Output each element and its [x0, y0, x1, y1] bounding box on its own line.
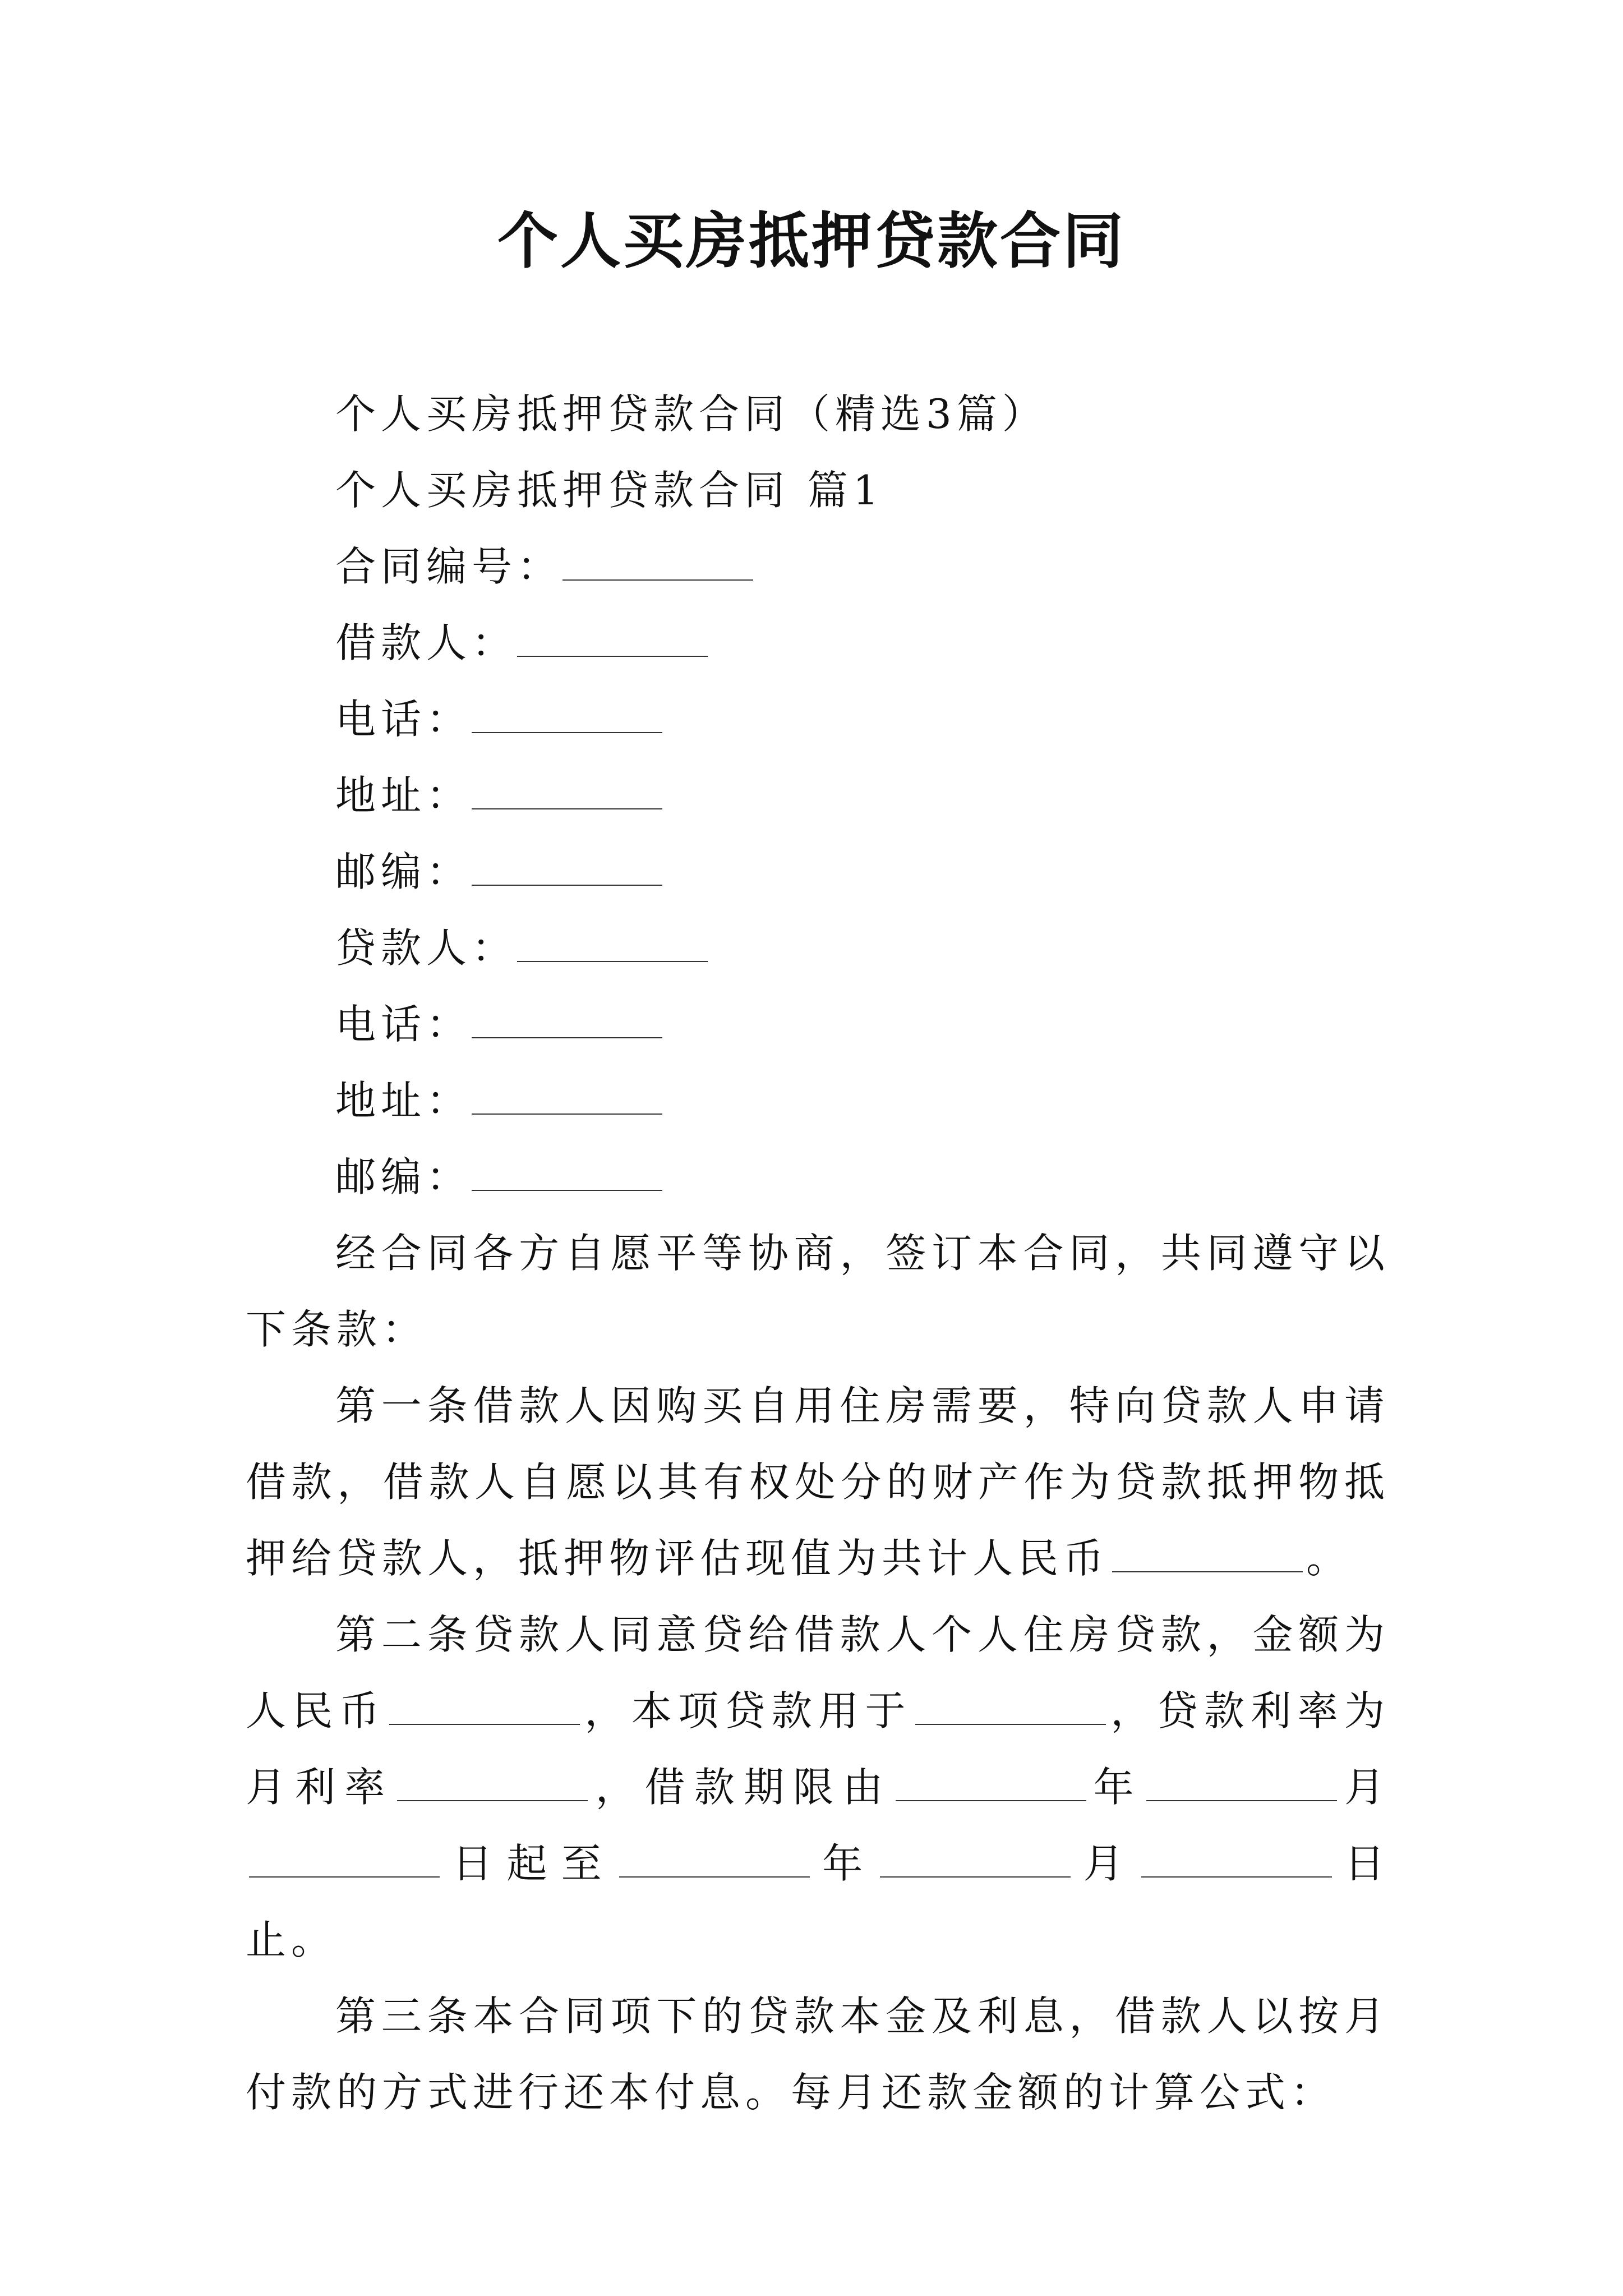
article-2 — [246, 1596, 1390, 1978]
field-borrower — [246, 605, 1390, 681]
article-2-part: ，贷款利率为月利率 — [246, 1687, 1390, 1811]
field-lender-postcode — [246, 1139, 1390, 1215]
document-subtitle: 个人买房抵押贷款合同（精选3篇） — [335, 390, 1048, 438]
blank-line — [1146, 1766, 1337, 1801]
field-blank — [472, 771, 662, 809]
section-heading: 个人买房抵押贷款合同 篇1 — [335, 467, 884, 514]
field-label: 地址： — [335, 772, 472, 819]
blank-line — [389, 1690, 580, 1725]
article-2-part: ，借款期限由 — [591, 1764, 892, 1811]
blank-line — [397, 1766, 588, 1801]
article-2-part: ，本项贷款用于 — [583, 1687, 912, 1734]
field-borrower-address — [246, 757, 1390, 834]
field-label: 地址： — [335, 1077, 472, 1124]
document-body — [246, 376, 1390, 2131]
blank-line — [880, 1843, 1071, 1878]
article-2-part: 日起至 — [443, 1840, 616, 1887]
field-lender-address — [246, 1062, 1390, 1139]
field-label: 贷款人： — [335, 924, 518, 972]
field-borrower-phone — [246, 681, 1390, 757]
article-2-part: 月 — [1340, 1764, 1390, 1811]
field-blank — [472, 848, 662, 886]
article-1-end: 。 — [1306, 1535, 1352, 1582]
field-blank — [472, 695, 662, 733]
article-2-part: 日止。 — [246, 1840, 1390, 1963]
field-label: 邮编： — [335, 848, 472, 895]
field-blank — [517, 924, 708, 962]
field-label: 邮编： — [335, 1153, 472, 1200]
blank-line — [1141, 1843, 1332, 1878]
blank-line — [1112, 1538, 1303, 1572]
blank-line — [896, 1766, 1086, 1801]
field-label: 电话： — [335, 696, 472, 743]
blank-line — [619, 1843, 810, 1878]
blank-line — [249, 1843, 440, 1878]
article-2-part: 月 — [1074, 1840, 1138, 1887]
article-3: 第三条本合同项下的贷款本金及利息，借款人以按月付款的方式进行还本付息。每月还款金额的计算公式： — [246, 1993, 1390, 2116]
field-contract-number — [246, 528, 1390, 605]
field-blank — [562, 542, 753, 581]
field-blank — [472, 1153, 662, 1191]
document-title: 个人买房抵押贷款合同 — [497, 206, 1126, 277]
field-blank — [472, 1000, 662, 1038]
field-label: 合同编号： — [335, 543, 563, 590]
field-lender-phone — [246, 986, 1390, 1062]
article-2-part: 第二条贷款人同意贷给借款人个人住房贷款，金额为人民币 — [246, 1611, 1390, 1734]
field-label: 借款人： — [335, 619, 518, 666]
article-1 — [246, 1368, 1390, 1596]
article-2-part: 年 — [1089, 1764, 1143, 1811]
field-label: 电话： — [335, 1001, 472, 1048]
intro-paragraph: 经合同各方自愿平等协商，签订本合同，共同遵守以下条款： — [246, 1230, 1390, 1353]
field-borrower-postcode — [246, 834, 1390, 910]
blank-line — [915, 1690, 1106, 1725]
article-1-text: 第一条借款人因购买自用住房需要，特向贷款人申请借款，借款人自愿以其有权处分的财产作为贷款抵押物抵押给贷款人，抵押物评估现值为共计人民币 — [246, 1382, 1390, 1582]
article-2-part: 年 — [813, 1840, 877, 1887]
field-lender — [246, 910, 1390, 986]
field-blank — [472, 1076, 662, 1115]
field-blank — [517, 619, 708, 657]
